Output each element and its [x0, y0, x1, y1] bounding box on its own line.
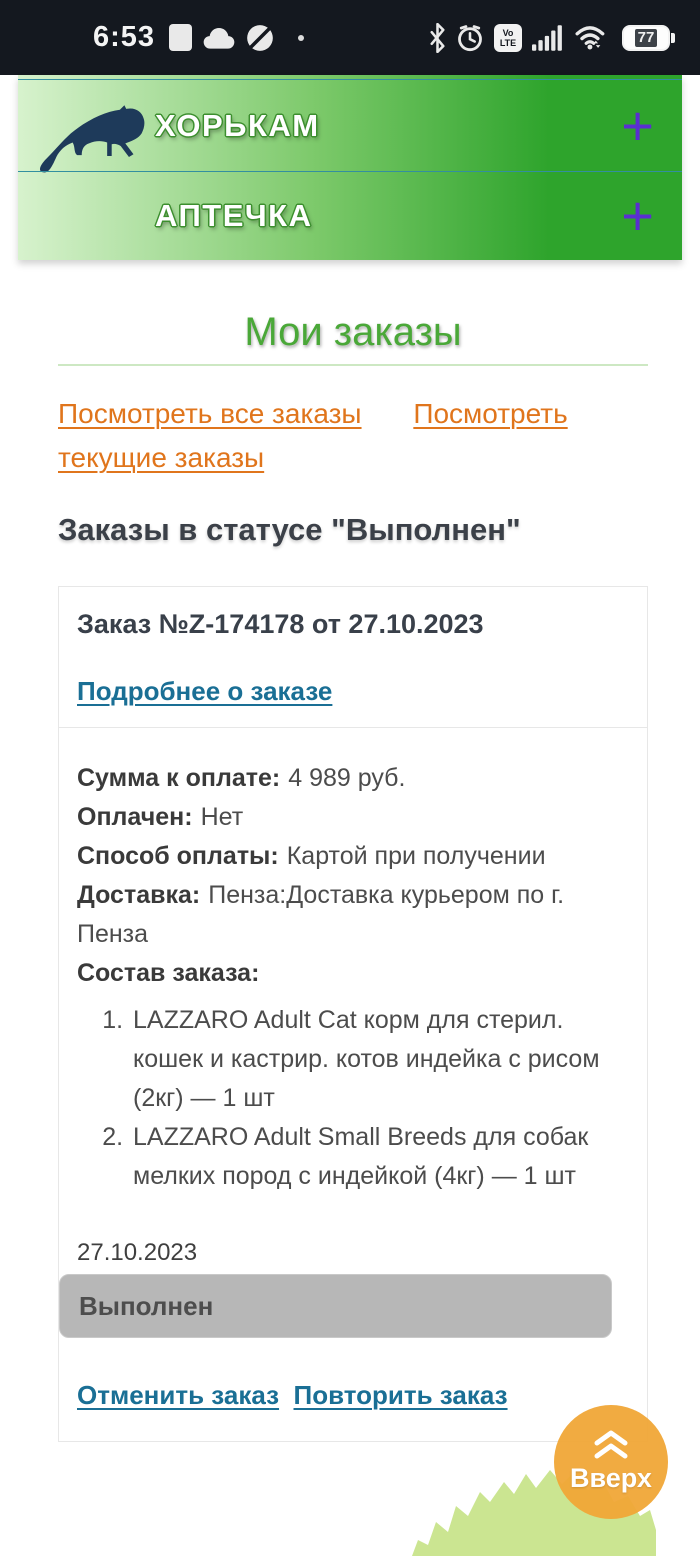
- battery-percent-label: 77: [635, 29, 658, 47]
- view-all-orders-link[interactable]: Посмотреть все заказы: [58, 398, 362, 429]
- cancel-order-link[interactable]: Отменить заказ: [77, 1380, 280, 1410]
- order-item: 2. LAZZARO Adult Small Breeds для собак мелких пород с индейкой (4кг) — 1 шт: [130, 1118, 629, 1196]
- detail-line-total: [77, 759, 629, 798]
- screenshot-icon: [169, 24, 192, 51]
- main-content: [0, 310, 700, 1442]
- battery-indicator: [622, 25, 670, 51]
- scroll-to-top-button[interactable]: [554, 1405, 668, 1519]
- signal-strength-icon: [532, 25, 564, 51]
- view-current-orders-link[interactable]: Посмотреть текущие заказы: [58, 398, 568, 473]
- page-title: Мои заказы: [244, 310, 462, 354]
- order-date: 27.10.2023: [77, 1239, 198, 1266]
- order-title: Заказ №Z-174178 от 27.10.2023: [77, 609, 484, 639]
- expand-plus-icon[interactable]: +: [621, 93, 654, 157]
- repeat-order-link[interactable]: Повторить заказ: [293, 1380, 508, 1410]
- order-filter-links: [58, 392, 648, 480]
- notification-dot-icon: [298, 35, 304, 41]
- alarm-icon: [456, 24, 484, 52]
- detail-line-payment-method: [77, 837, 629, 876]
- order-card-body: [59, 728, 647, 1441]
- detail-line-paid: [77, 798, 629, 837]
- volte-top-label: Vo: [502, 27, 514, 38]
- order-card-header: [59, 587, 647, 727]
- detail-label: Способ оплаты:: [77, 842, 279, 870]
- detail-value: 4 989 руб.: [288, 764, 406, 792]
- status-bar-right: [429, 23, 670, 53]
- double-chevron-up-icon: [590, 1430, 632, 1460]
- order-details-link[interactable]: Подробнее о заказе: [77, 676, 333, 706]
- detail-label: Состав заказа:: [77, 959, 260, 987]
- detail-label: Сумма к оплате:: [77, 764, 281, 792]
- order-item: 1. LAZZARO Adult Cat корм для стерил. кошек и кастрир. котов индейка с рисом (2кг) — 1 шт: [130, 1001, 629, 1118]
- ferret-logo-icon: [30, 98, 148, 176]
- menu-item-label: ХОРЬКАМ: [155, 107, 320, 143]
- detail-value: Пенза:Доставка курьером по г. Пенза: [77, 881, 565, 948]
- status-bar-left: [93, 21, 304, 54]
- status-bar: [0, 0, 700, 75]
- wifi-icon: [574, 24, 608, 52]
- order-card: [58, 586, 648, 1442]
- volte-icon: [494, 24, 522, 52]
- detail-label: Доставка:: [77, 881, 201, 909]
- category-accordion: [18, 75, 682, 260]
- scroll-to-top-label: Вверх: [570, 1463, 652, 1493]
- detail-label: Оплачен:: [77, 803, 193, 831]
- order-actions: [77, 1380, 629, 1425]
- menu-item-ferrets[interactable]: [18, 80, 682, 171]
- volte-bottom-label: LTE: [499, 37, 517, 48]
- bluetooth-icon: [429, 23, 446, 53]
- title-divider: [58, 364, 648, 366]
- detail-value: Картой при получении: [286, 842, 546, 870]
- menu-item-label: АПТЕЧКА: [155, 198, 313, 233]
- clock: 6:53: [93, 21, 156, 53]
- order-items-list: [77, 1001, 629, 1196]
- weather-cloud-icon: [202, 26, 236, 50]
- section-heading: Заказы в статусе "Выполнен": [58, 512, 521, 547]
- detail-line-delivery: [77, 876, 629, 954]
- data-saver-icon: [246, 24, 274, 52]
- menu-item-first-aid[interactable]: [18, 171, 682, 260]
- order-status-label: Выполнен: [79, 1290, 214, 1321]
- expand-plus-icon[interactable]: +: [621, 184, 654, 247]
- detail-line-composition: [77, 954, 629, 993]
- order-status-badge: [59, 1274, 612, 1338]
- detail-value: Нет: [200, 803, 244, 831]
